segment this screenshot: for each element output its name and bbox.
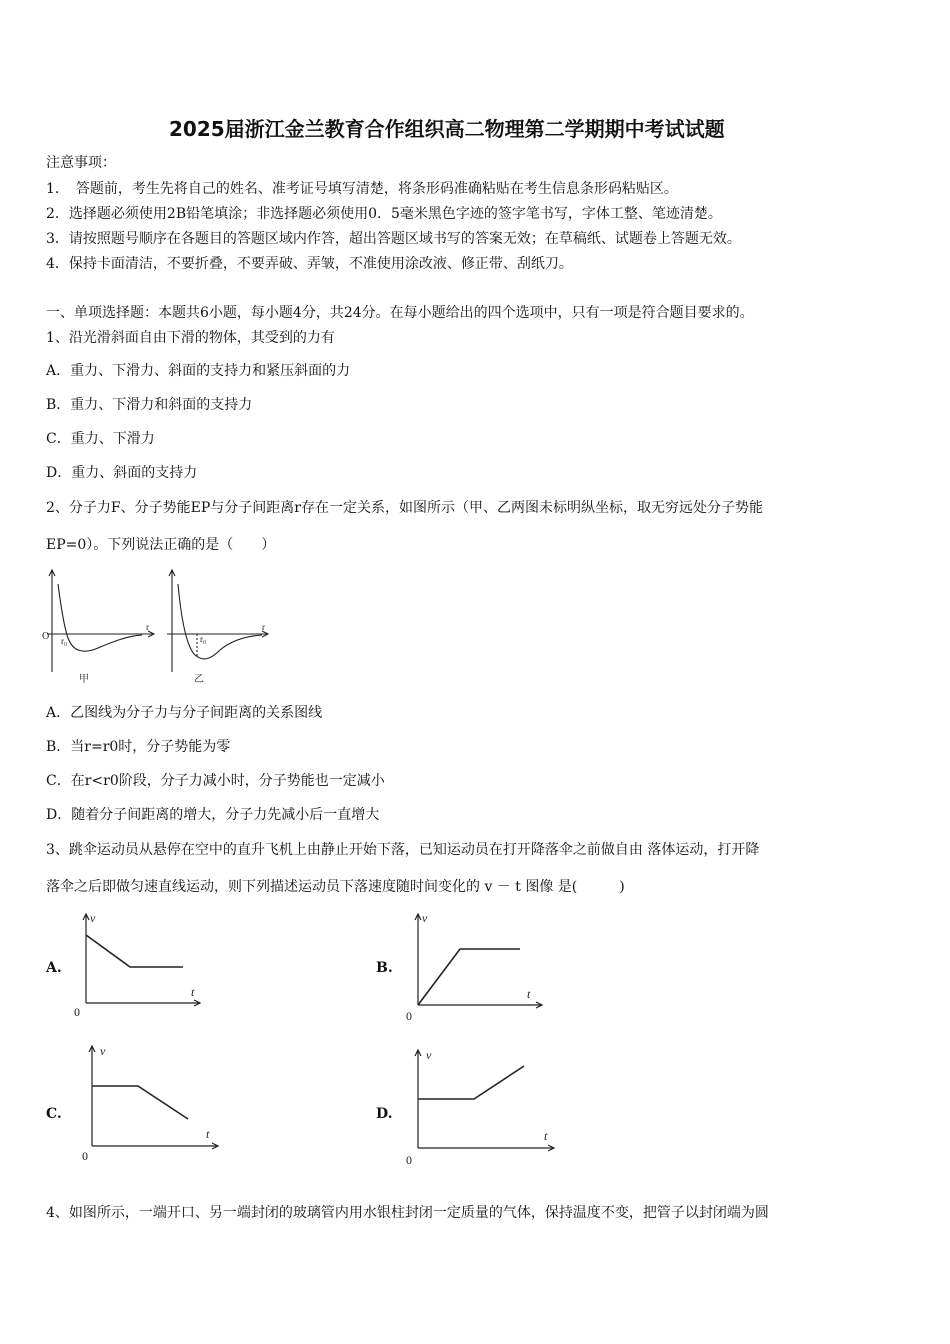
origin-label: 0 (82, 1149, 88, 1163)
graph-label-jia: 甲 (79, 674, 89, 685)
question-3-stem-line2: 落伞之后即做匀速直线运动，则下列描述运动员下落速度随时间变化的 v － t 图像 是( ) (46, 879, 625, 895)
v-axis-label: v (426, 1048, 432, 1062)
question-2-option-c: C．在r<r0阶段，分子力减小时，分子势能也一定减小 (46, 773, 385, 789)
t-axis-label: t (527, 987, 531, 1001)
origin-label: 0 (74, 1005, 80, 1019)
v-axis-label: v (90, 911, 96, 925)
question-1-option-c: C．重力、下滑力 (46, 431, 155, 447)
origin-label: 0 (406, 1009, 412, 1023)
question-2-graphs (42, 562, 282, 688)
vt-graph-c (76, 1040, 226, 1165)
question-4-stem: 4、如图所示，一端开口、另一端封闭的玻璃管内用水银柱封闭一定质量的气体，保持温度不变，把管子以封闭端为圆 (46, 1205, 769, 1221)
question-3-option-a-label: A. (46, 960, 62, 976)
v-axis-label: v (422, 911, 428, 925)
notice-item: 2．选择题必须使用2B铅笔填涂；非选择题必须使用0．5毫米黑色字迹的签字笔书写，字体工整、笔迹清楚。 (46, 206, 722, 222)
origin-label: O (42, 631, 50, 642)
origin-label: 0 (406, 1153, 412, 1167)
question-1-stem: 1、沿光滑斜面自由下滑的物体，其受到的力有 (46, 330, 335, 346)
question-1-option-b: B．重力、下滑力和斜面的支持力 (46, 397, 253, 413)
question-2-option-d: D．随着分子间距离的增大，分子力先减小后一直增大 (46, 807, 380, 823)
question-2-stem-line1: 2、分子力F、分子势能EP与分子间距离r存在一定关系，如图所示（甲、乙两图未标明纵坐标，取无穷远处分子势能 (46, 500, 763, 516)
section-heading: 一、单项选择题：本题共6小题，每小题4分，共24分。在每小题给出的四个选项中，只有一项是符合题目要求的。 (46, 305, 754, 321)
question-3-option-d-label: D. (376, 1106, 393, 1122)
t-axis-label: t (191, 985, 195, 999)
question-2-option-b: B．当r=r0时，分子势能为零 (46, 739, 231, 755)
page-title: 2025届浙江金兰教育合作组织高二物理第二学期期中考试试题 (169, 117, 725, 141)
notice-item: 1． 答题前，考生先将自己的姓名、准考证号填写清楚，将条形码准确粘贴在考生信息条形码粘贴区。 (46, 181, 678, 197)
vt-graph-b (402, 908, 552, 1023)
v-axis-label: v (100, 1044, 106, 1058)
question-1-option-a: A．重力、下滑力、斜面的支持力和紧压斜面的力 (46, 363, 351, 379)
question-3-stem-line1: 3、跳伞运动员从悬停在空中的直升飞机上由静止开始下落，已知运动员在打开降落伞之前做自由 落体运动，打开降 (46, 842, 760, 858)
question-3-option-b-label: B. (376, 960, 393, 976)
question-2-stem-line2: EP=0）。下列说法正确的是（ ） (46, 537, 276, 553)
notice-heading: 注意事项： (46, 155, 116, 171)
question-1-option-d: D．重力、斜面的支持力 (46, 465, 198, 481)
r0-label: r₀ (200, 634, 207, 644)
vt-graph-a (70, 908, 210, 1023)
notice-item: 3．请按照题号顺序在各题目的答题区域内作答，超出答题区域书写的答案无效；在草稿纸、试题卷上答题无效。 (46, 231, 741, 247)
question-2-option-a: A．乙图线为分子力与分子间距离的关系图线 (46, 705, 323, 721)
vt-graph-d (402, 1044, 562, 1169)
graph-label-yi: 乙 (194, 674, 204, 685)
r0-label: r₀ (61, 636, 68, 646)
t-axis-label: t (206, 1127, 210, 1141)
graph-yi (167, 570, 268, 685)
notice-item: 4．保持卡面清洁，不要折叠，不要弄破、弄皱，不准使用涂改液、修正带、刮纸刀。 (46, 256, 573, 272)
r-axis-label: r (262, 622, 265, 632)
r-axis-label: r (146, 622, 149, 632)
t-axis-label: t (544, 1129, 548, 1143)
graph-jia (42, 570, 154, 685)
question-3-option-c-label: C. (46, 1106, 62, 1122)
